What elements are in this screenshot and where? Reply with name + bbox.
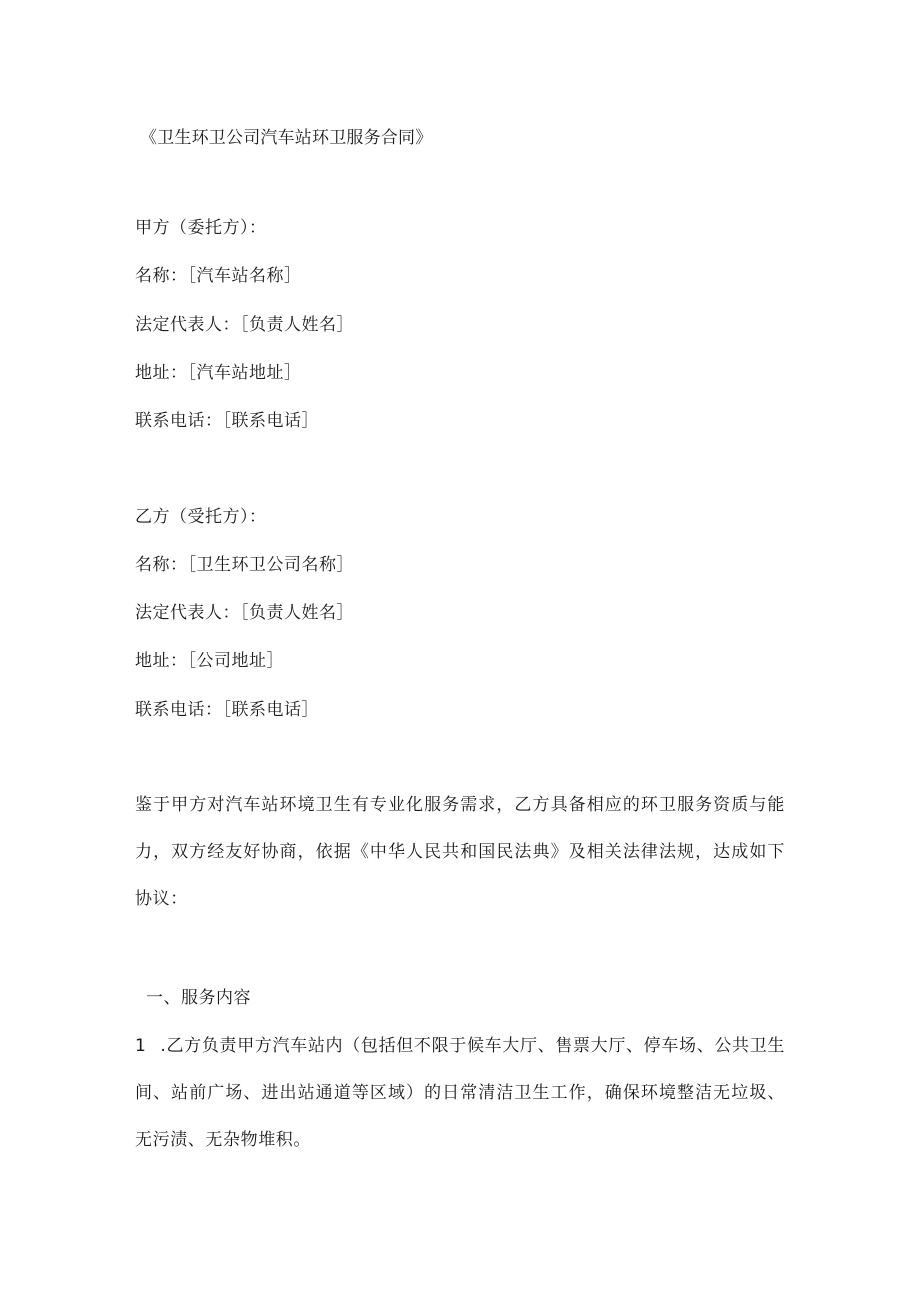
party-b-heading: 乙方（受托方）： xyxy=(135,507,267,527)
party-a-representative: 法定代表人：［负责人姓名］ xyxy=(135,315,354,335)
party-a-address: 地址：［汽车站地址］ xyxy=(135,363,302,383)
party-b-representative: 法定代表人：［负责人姓名］ xyxy=(135,603,354,623)
item-text: .乙方负责甲方汽车站内（包括但不限于候车大厅、售票大厅、停车场、公共卫生间、站前广场、进出站通道等区域）的日常清洁卫生工作，确保环境整洁无垃圾、无污渍、无杂物堆积。 xyxy=(135,1036,785,1150)
document-title: 《卫生环卫公司汽车站环卫服务合同》 xyxy=(140,128,433,148)
section-item-1 xyxy=(135,1023,785,1164)
party-a-heading: 甲方（委托方）： xyxy=(135,218,267,238)
preamble-paragraph: 鉴于甲方对汽车站环境卫生有专业化服务需求，乙方具备相应的环卫服务资质与能力，双方经友好协商，依据《中华人民共和国民法典》及相关法律法规，达成如下协议： xyxy=(135,795,785,909)
item-number: 1 xyxy=(135,1036,147,1056)
party-b-phone: 联系电话：［联系电话］ xyxy=(135,700,319,720)
party-a-name: 名称：［汽车站名称］ xyxy=(135,266,302,286)
party-b-address: 地址：［公司地址］ xyxy=(135,651,284,671)
section-heading: 一、服务内容 xyxy=(146,988,251,1008)
party-a-phone: 联系电话：［联系电话］ xyxy=(135,411,319,431)
party-b-name: 名称：［卫生环卫公司名称］ xyxy=(135,555,354,575)
